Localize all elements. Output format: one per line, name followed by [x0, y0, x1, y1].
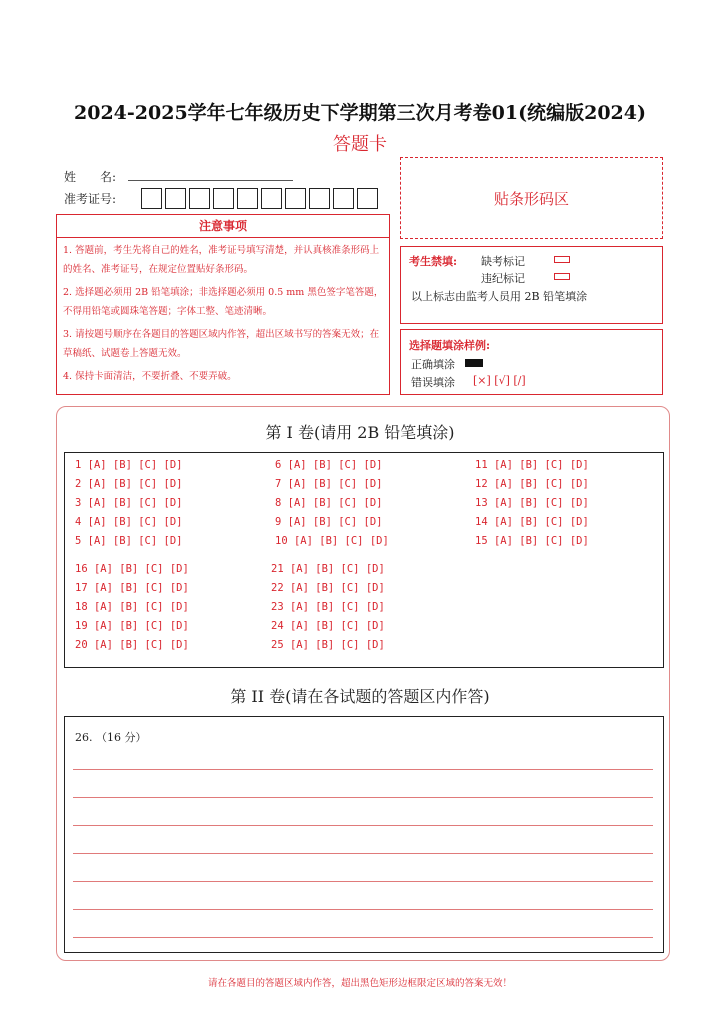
question-row[interactable]: 12 [A] [B] [C] [D] — [475, 478, 589, 490]
absent-mark[interactable] — [554, 256, 570, 263]
question-row[interactable]: 22 [A] [B] [C] [D] — [271, 582, 385, 594]
notice-item-2: 2. 选择题必须用 2B 铅笔填涂；非选择题必须用 0.5 mm 黑色签字笔答题，不得用铅笔或圆珠笔答题；字体工整、笔迹清晰。 — [63, 287, 384, 317]
part2-title: 第 II 卷(请在各试题的答题区内作答) — [230, 687, 490, 706]
essay-area-26[interactable] — [64, 716, 664, 953]
question-row[interactable]: 6 [A] [B] [C] [D] — [275, 459, 383, 471]
violation-label: 违纪标记 — [481, 272, 525, 285]
question-row[interactable]: 3 [A] [B] [C] [D] — [75, 497, 183, 509]
notice-item-4: 4. 保持卡面清洁，不要折叠、不要弄破。 — [63, 371, 237, 382]
question-row[interactable]: 24 [A] [B] [C] [D] — [271, 620, 385, 632]
question-row[interactable]: 11 [A] [B] [C] [D] — [475, 459, 589, 471]
name-field[interactable] — [128, 180, 293, 181]
question-row[interactable]: 4 [A] [B] [C] [D] — [75, 516, 183, 528]
mcq-grid — [64, 452, 664, 668]
question-row[interactable]: 10 [A] [B] [C] [D] — [275, 535, 389, 547]
page-subtitle: 答题卡 — [333, 134, 387, 155]
id-digit-box[interactable] — [213, 188, 234, 209]
name-label: 姓 名: — [64, 170, 117, 184]
exam-id-boxes[interactable] — [141, 188, 386, 209]
question-row[interactable]: 14 [A] [B] [C] [D] — [475, 516, 589, 528]
writing-line — [73, 769, 653, 770]
id-digit-box[interactable] — [237, 188, 258, 209]
page-title: 2024-2025学年七年级历史下学期第三次月考卷01(统编版2024) — [74, 102, 646, 124]
question-row[interactable]: 2 [A] [B] [C] [D] — [75, 478, 183, 490]
question-row[interactable]: 9 [A] [B] [C] [D] — [275, 516, 383, 528]
question-row[interactable]: 18 [A] [B] [C] [D] — [75, 601, 189, 613]
question-row[interactable]: 17 [A] [B] [C] [D] — [75, 582, 189, 594]
correct-fill-label: 正确填涂 — [411, 358, 455, 371]
writing-line — [73, 909, 653, 910]
id-digit-box[interactable] — [333, 188, 354, 209]
question-row[interactable]: 1 [A] [B] [C] [D] — [75, 459, 183, 471]
question-row[interactable]: 21 [A] [B] [C] [D] — [271, 563, 385, 575]
notice-item-3: 3. 请按题号顺序在各题目的答题区域内作答，超出区域书写的答案无效；在草稿纸、试题卷上答题无效。 — [63, 329, 380, 359]
question-row[interactable]: 7 [A] [B] [C] [D] — [275, 478, 383, 490]
barcode-label: 贴条形码区 — [493, 190, 569, 208]
question-row[interactable]: 13 [A] [B] [C] [D] — [475, 497, 589, 509]
sample-title: 选择题填涂样例: — [409, 339, 491, 352]
notice-item-1: 1. 答题前，考生先将自己的姓名，准考证号填写清楚，并认真核准条形码上的姓名、准考证号，在规定位置贴好条形码。 — [63, 245, 380, 275]
question-row[interactable]: 5 [A] [B] [C] [D] — [75, 535, 183, 547]
id-digit-box[interactable] — [309, 188, 330, 209]
id-digit-box[interactable] — [189, 188, 210, 209]
question-row[interactable]: 8 [A] [B] [C] [D] — [275, 497, 383, 509]
writing-line — [73, 853, 653, 854]
id-digit-box[interactable] — [165, 188, 186, 209]
exam-id-label: 准考证号: — [64, 192, 117, 206]
wrong-fill-label: 错误填涂 — [411, 376, 455, 389]
correct-fill-mark — [465, 359, 483, 367]
notice-box — [56, 214, 390, 395]
question-row[interactable]: 16 [A] [B] [C] [D] — [75, 563, 189, 575]
wrong-fill-marks: [×] [√] [/] — [473, 374, 526, 387]
examinee-ban-box — [400, 246, 663, 324]
footer-warning: 请在各题目的答题区域内作答，超出黑色矩形边框限定区域的答案无效！ — [207, 978, 512, 989]
id-digit-box[interactable] — [141, 188, 162, 209]
id-digit-box[interactable] — [357, 188, 378, 209]
question-26-label: 26. （16 分） — [75, 731, 147, 744]
writing-line — [73, 797, 653, 798]
writing-line — [73, 937, 653, 938]
violation-mark[interactable] — [554, 273, 570, 280]
question-row[interactable]: 23 [A] [B] [C] [D] — [271, 601, 385, 613]
question-row[interactable]: 15 [A] [B] [C] [D] — [475, 535, 589, 547]
question-row[interactable]: 19 [A] [B] [C] [D] — [75, 620, 189, 632]
ban-note: 以上标志由监考人员用 2B 铅笔填涂 — [411, 290, 588, 303]
question-row[interactable]: 20 [A] [B] [C] [D] — [75, 639, 189, 651]
fill-sample-box — [400, 329, 663, 395]
notice-title: 注意事项 — [57, 215, 389, 238]
id-digit-box[interactable] — [285, 188, 306, 209]
barcode-area — [400, 157, 663, 239]
writing-line — [73, 825, 653, 826]
question-row[interactable]: 25 [A] [B] [C] [D] — [271, 639, 385, 651]
ban-title: 考生禁填: — [409, 255, 458, 268]
part1-title: 第 I 卷(请用 2B 铅笔填涂) — [265, 423, 455, 442]
id-digit-box[interactable] — [261, 188, 282, 209]
absent-label: 缺考标记 — [481, 255, 525, 268]
writing-line — [73, 881, 653, 882]
